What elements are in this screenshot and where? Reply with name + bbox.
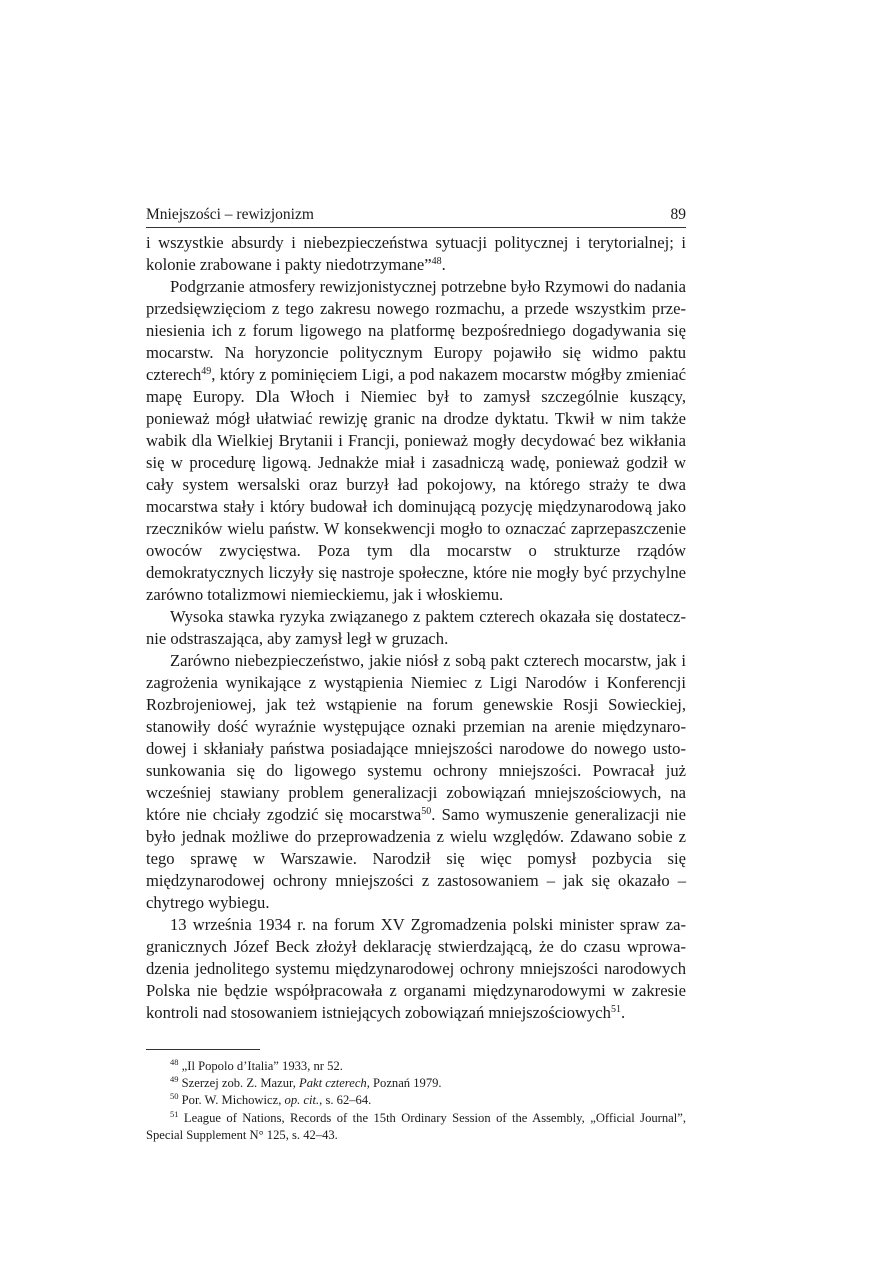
paragraph: 13 września 1934 r. na forum XV Zgromadzenia polski minister spraw zagranicznych Józef Beck złożył deklarację stwierdzającą, że do czasu wprowadzenia jednolitego systemu międzynarodowej ochrony mniejszości narodowych Polska nie będzie współpracowała z organami międzynarodowymi w zakresie kontroli nad stosowaniem istniejących zobowiązań mniejszościowych$^{51}$. xyxy=(146,915,686,1022)
footnote-number: 49 xyxy=(170,1074,179,1085)
paragraph: Podgrzanie atmosfery rewizjonistycznej potrzebne było Rzymowi do nadania przedsięwzięciom z tego zakresu nowego rozmachu, a przede wszystkim przeniesienia ich z forum ligowego na platformę bezpośredniego dogadywania się mocarstw. Na horyzoncie politycznym Europy pojawiło się widmo paktu czterech$^{49}$, który z pominięciem Ligi, a pod nakazem mocarstw mógłby zmieniać mapę Europy. Dla Włoch i Niemiec był to zamysł szczególnie kuszący, ponieważ mógł ułatwiać rewizję granic na drodze dyktatu. Tkwił w nim także wabik dla Wielkiej Brytanii i Francji, ponieważ mogły decydować bez wikłania się w procedurę ligową. Jednakże miał i zasadniczą wadę, ponieważ godził w cały system wersalski oraz burzył ład pokojowy, na którego straży te dwa mocarstwa stały i który budował ich dominującą pozycję międzynarodową jako rzeczników wielu państw. W konsekwencji mogło to oznaczać zaprzepaszczenie owoców zwycięstwa. Poza tym dla mocarstw o strukturze rządów demokratycznych liczyły się nastroje społeczne, które nie mogły być przychylne zarówno totalizmowi niemieckiemu, jak i włoskiemu. xyxy=(146,277,686,604)
body-text xyxy=(146,232,686,1024)
footnote-separator xyxy=(146,1049,260,1050)
footnote: $^{49}$ Szerzej zob. Z. Mazur, Pakt czterech, Poznań 1979. xyxy=(170,1074,442,1091)
footnote: $^{48}$ „Il Popolo d’Italia” 1933, nr 52. xyxy=(170,1057,343,1073)
footnote: $^{50}$ Por. W. Michowicz, op. cit., s. 62–64. xyxy=(170,1091,372,1108)
footnote-ref-48: 48 xyxy=(431,256,442,267)
footnote: $^{51}$ League of Nations, Records of the 15th Ordinary Session of the Assembly, „Official Journal”, Special Supplement N° 125, s. 42–43. xyxy=(146,1108,686,1142)
footnote-number: 48 xyxy=(170,1057,179,1067)
footnote-ref-51: 51 xyxy=(610,1004,621,1015)
footnote-number: 51 xyxy=(170,1108,179,1119)
running-title: Mniejszości – rewizjonizm xyxy=(146,206,314,223)
paragraph: Wysoka stawka ryzyka związanego z paktem czterech okazała się dostatecznie odstraszająca, aby zamysł legł w gruzach. xyxy=(146,607,686,648)
running-head xyxy=(146,205,686,228)
book-page xyxy=(146,205,686,1144)
footnote-ref-50: 50 xyxy=(421,806,432,817)
page-number: 89 xyxy=(670,206,686,223)
paragraph: Zarówno niebezpieczeństwo, jakie niósł z sobą pakt czterech mocarstw, jak i zagrożenia wynikające z wystąpienia Niemiec z Ligi Narodów i Konferencji Rozbrojeniowej, jak też wstąpienie na forum genewskie Rosji Sowieckiej, stanowiły dość wyraźnie występujące oznaki przemian na arenie międzynarodowej i skłaniały państwa posiadające mniejszości narodowe do nowego ustosunkowania się do ligowego systemu ochrony mniejszości. Powracał już wcześniej stawiany problem generalizacji zobowiązań mniejszościowych, na które nie chciały zgodzić się mocarstwa$^{50}$. Samo wymuszenie generalizacji nie było jednak możliwe do przeprowadzenia z wielu względów. Zdawano sobie z tego sprawę w Warszawie. Narodził się więc pomysł pozbycia się międzynarodowej ochrony mniejszości z zastosowaniem – jak się okazało – chytrego wybiegu. xyxy=(146,651,686,912)
footnotes xyxy=(146,1058,686,1144)
paragraph: i wszystkie absurdy i niebezpieczeństwa sytuacji politycznej i terytorialnej; i kolonie zrabowane i pakty niedotrzymane”$^{48}$. xyxy=(146,233,686,274)
footnote-number: 50 xyxy=(170,1091,179,1102)
footnote-ref-49: 49 xyxy=(201,366,212,377)
